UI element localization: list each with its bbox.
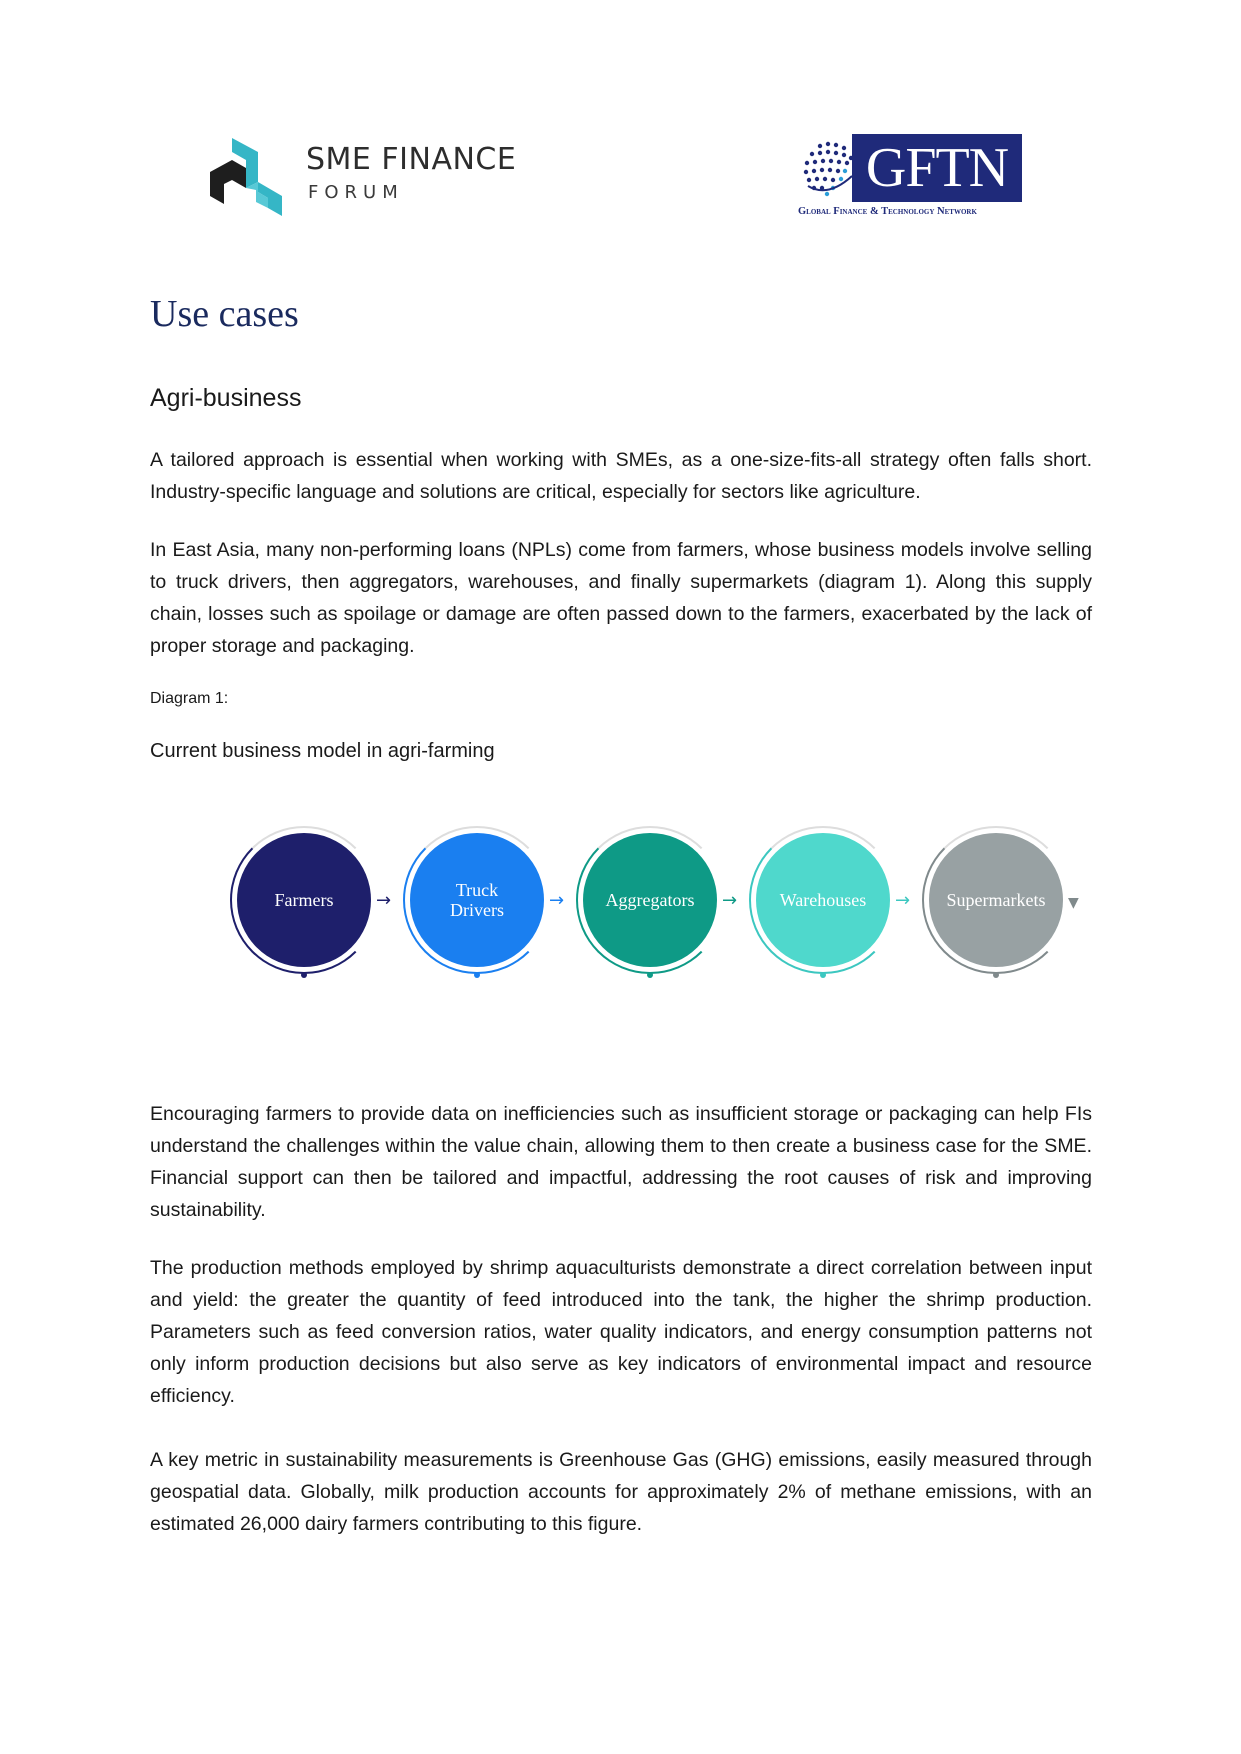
sme-logo-title: SME FINANCE xyxy=(306,142,517,177)
step-tail-dot xyxy=(474,972,480,978)
step-tail-dot xyxy=(647,972,653,978)
paragraph-4: The production methods employed by shrimp aquaculturists demonstrate a direct correlation between input and yield: the greater the quantity of feed introduced into the tank, the higher the shrimp production. Parameters such as feed conversion ratios, water quality indicators, and energy consumption patterns not only inform production decisions but also serve as key indicators of environmental impact and resource efficiency. xyxy=(150,1257,1092,1407)
step-tail-dot xyxy=(301,972,307,978)
arrow-icon: → xyxy=(376,890,392,911)
paragraph-2: In East Asia, many non-performing loans (NPLs) come from farmers, whose business models involve selling to truck drivers, then aggregators, warehouses, and finally supermarkets (diagram 1). Along this supply chain, losses such as spoilage or damage are often passed down to the farmers, exacerbated by the lack of proper storage and packaging. xyxy=(150,539,1092,657)
gftn-logo xyxy=(798,132,1038,222)
diagram-caption: Current business model in agri-farming xyxy=(150,740,495,762)
step-label: Aggregators xyxy=(605,890,695,910)
arrow-down-icon: ▼ xyxy=(1068,895,1079,911)
step-supermarkets xyxy=(929,833,1063,967)
step-label: Truck Drivers xyxy=(450,880,504,920)
sme-finance-forum-logo xyxy=(210,134,550,216)
page-title: Use cases xyxy=(150,293,299,335)
step-warehouses xyxy=(756,833,890,967)
paragraph-3: Encouraging farmers to provide data on inefficiencies such as insufficient storage or packaging can help FIs understand the challenges within the value chain, allowing them to then create a business case for the SME. Financial support can then be tailored and impactful, addressing the root causes of risk and improving sustainability. xyxy=(150,1103,1092,1221)
step-aggregators xyxy=(583,833,717,967)
step-label: Supermarkets xyxy=(946,890,1046,910)
sme-logo-mark-icon xyxy=(210,138,296,216)
paragraph-5: A key metric in sustainability measurements is Greenhouse Gas (GHG) emissions, easily measured through geospatial data. Globally, milk production accounts for approximately 2% of methane emissions, with an estimated 26,000 dairy farmers contributing to this figure. xyxy=(150,1449,1092,1535)
step-tail-dot xyxy=(820,972,826,978)
gftn-wordmark xyxy=(852,134,1022,202)
section-title: Agri-business xyxy=(150,384,302,412)
arrow-icon: → xyxy=(722,890,738,911)
arrow-icon: → xyxy=(895,890,911,911)
arrow-icon: → xyxy=(549,890,565,911)
step-label: Warehouses xyxy=(779,890,867,910)
step-label: Farmers xyxy=(274,890,334,910)
step-tail-dot xyxy=(993,972,999,978)
paragraph-1: A tailored approach is essential when working with SMEs, as a one-size-fits-all strategy often falls short. Industry-specific language and solutions are critical, especially for sectors like agriculture. xyxy=(150,449,1092,503)
diagram-label: Diagram 1: xyxy=(150,690,229,707)
step-farmers xyxy=(237,833,371,967)
supply-chain-diagram xyxy=(222,818,1102,988)
gftn-word: GFTN xyxy=(865,137,1009,199)
step-truck-drivers xyxy=(410,833,544,967)
gftn-tagline: Global Finance & Technology Network xyxy=(798,206,977,217)
sme-logo-subtitle: FORUM xyxy=(308,182,404,203)
